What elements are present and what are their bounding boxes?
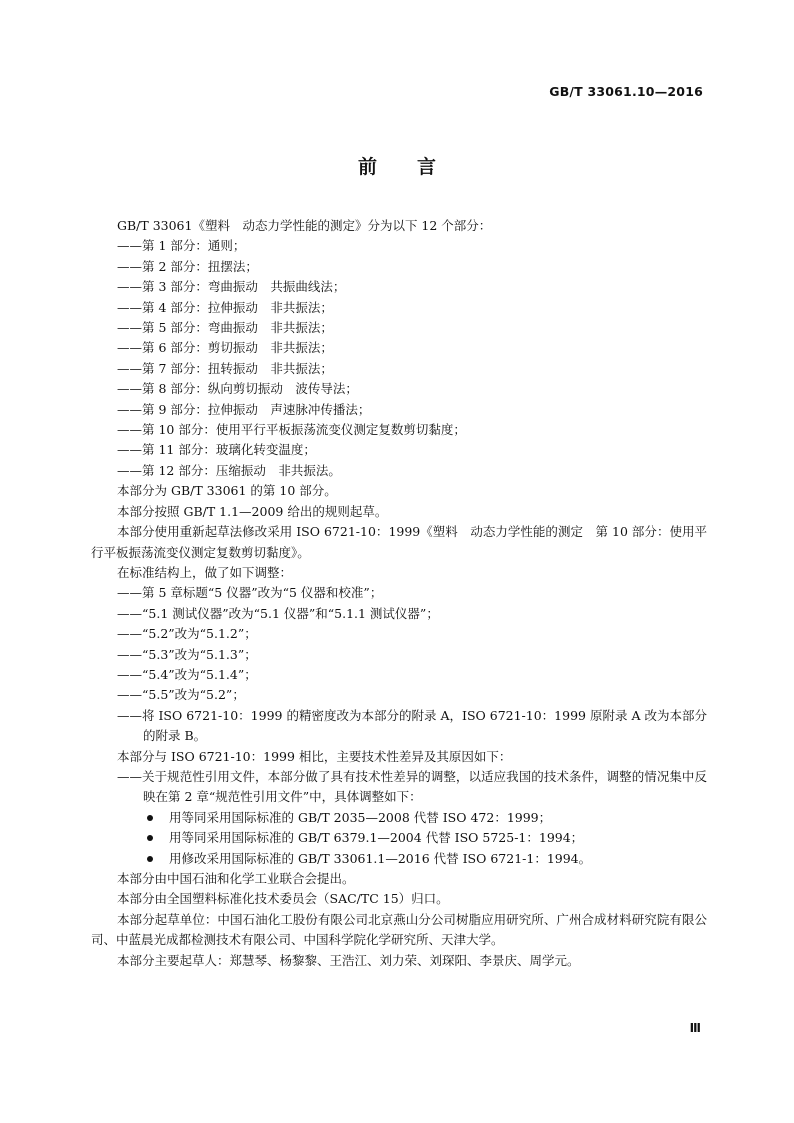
part-item: ——第 8 部分：纵向剪切振动 波传导法； — [117, 381, 358, 397]
intro-paragraph: GB/T 33061《塑料 动态力学性能的测定》分为以下 12 个部分： — [117, 218, 492, 233]
page-number: Ⅲ — [689, 1021, 701, 1035]
page-title: 前言 — [357, 156, 476, 178]
part-item: ——第 9 部分：拉伸振动 声速脉冲传播法； — [117, 401, 371, 417]
part-item: ——第 12 部分：压缩振动 非共振法。 — [117, 462, 341, 478]
structure-change-item: ——“5.3”改为“5.1.3”； — [117, 646, 257, 662]
bullet-icon — [147, 856, 153, 862]
diff-bullet — [91, 828, 707, 848]
structure-intro-paragraph: 在标准结构上，做了如下调整： — [117, 564, 293, 580]
foreword-body — [91, 216, 707, 971]
drafters-paragraph: 本部分主要起草人：郑慧琴、杨黎黎、王浩江、刘力荣、刘琛阳、李景庆、周学元。 — [117, 952, 580, 968]
structure-change-item: ——“5.5”改为“5.2”； — [117, 687, 245, 703]
structure-change-item: ——“5.4”改为“5.1.4”； — [117, 666, 257, 682]
diff-bullet-text: 用等同采用国际标准的 GB/T 6379.1—2004 代替 ISO 5725-1：1994； — [169, 830, 584, 846]
part-item: ——第 6 部分：剪切振动 非共振法； — [117, 340, 333, 356]
part-item: ——第 1 部分：通则； — [117, 238, 246, 254]
part-item: ——第 3 部分：弯曲振动 共振曲线法； — [117, 279, 346, 295]
diff-bullet-text: 用等同采用国际标准的 GB/T 2035—2008 代替 ISO 472：1999； — [169, 809, 552, 825]
part-of-paragraph: 本部分为 GB/T 33061 的第 10 部分。 — [117, 483, 337, 499]
diff-intro-paragraph: 本部分与 ISO 6721-10：1999 相比，主要技术性差异及其原因如下： — [117, 748, 512, 764]
part-item: ——第 2 部分：扭摆法； — [117, 258, 258, 274]
diff-bullet-text: 用修改采用国际标准的 GB/T 33061.1—2016 代替 ISO 6721-1：1994。 — [169, 850, 592, 866]
drafting-units-paragraph: 本部分起草单位：中国石油化工股份有限公司北京燕山分公司树脂应用研究所、广州合成材料研究院有限公司、中蓝晨光成都检测技术有限公司、中国科学院化学研究所、天津大学。 — [91, 911, 707, 948]
bullet-icon — [147, 815, 153, 821]
standard-code: GB/T 33061.10—2016 — [549, 84, 703, 99]
part-item: ——第 5 部分：弯曲振动 非共振法； — [117, 320, 333, 336]
diff-bullet — [91, 808, 707, 828]
redraft-paragraph: 本部分使用重新起草法修改采用 ISO 6721-10：1999《塑料 动态力学性能的测定 第 10 部分：使用平行平板振荡流变仪测定复数剪切黏度》。 — [91, 524, 707, 560]
drafting-rules-paragraph: 本部分按照 GB/T 1.1—2009 给出的规则起草。 — [117, 503, 388, 519]
part-item: ——第 7 部分：扭转振动 非共振法； — [117, 360, 333, 376]
part-item: ——第 11 部分：玻璃化转变温度； — [117, 442, 316, 458]
structure-change-item: ——第 5 章标题“5 仪器”改为“5 仪器和校准”； — [117, 585, 383, 601]
structure-change-item: ——“5.2”改为“5.1.2”； — [117, 626, 257, 642]
managed-paragraph: 本部分由全国塑料标准化技术委员会（SAC/TC 15）归口。 — [117, 891, 449, 907]
part-item: ——第 4 部分：拉伸振动 非共振法； — [117, 299, 333, 315]
part-item: ——第 10 部分：使用平行平板振荡流变仪测定复数剪切黏度； — [117, 422, 466, 438]
structure-change-item: ——将 ISO 6721-10：1999 的精密度改为本部分的附录 A，ISO 6721-10：1999 原附录 A 改为本部分的附录 B。 — [117, 707, 707, 744]
structure-change-item: ——“5.1 测试仪器”改为“5.1 仪器”和“5.1.1 测试仪器”； — [117, 605, 439, 621]
diff-bullet — [91, 849, 707, 869]
proposed-paragraph: 本部分由中国石油和化学工业联合会提出。 — [117, 871, 355, 886]
diff-item: ——关于规范性引用文件，本部分做了具有技术性差异的调整，以适应我国的技术条件，调整的情况集中反映在第 2 章“规范性引用文件”中，具体调整如下： — [117, 768, 707, 805]
